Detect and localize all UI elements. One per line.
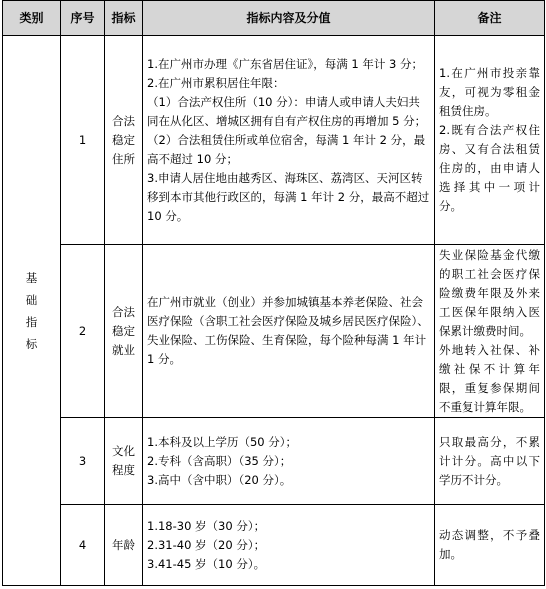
content-cell <box>143 245 435 418</box>
scoring-table <box>2 0 545 586</box>
indicator-line: 合法 <box>112 304 135 319</box>
content-line: 2.专科（含高职）（35 分）； <box>147 453 292 468</box>
header-category: 类别 <box>3 1 61 36</box>
table-row <box>3 36 545 245</box>
indicator-line: 住所 <box>112 151 135 166</box>
header-content: 指标内容及分值 <box>143 1 435 36</box>
indicator-line: 文化 <box>112 444 135 458</box>
indicator-line: 合法 <box>112 113 135 128</box>
remark-line: 失业保险基金代缴的职工社会医疗保险缴费年限及外来工医保年限纳入医保累计缴费时间。 <box>439 247 540 338</box>
content-line: 3.41-45 岁（10 分）。 <box>147 556 266 571</box>
remark-line: 只取最高分，不累计计分。高中以下学历不计分。 <box>439 434 540 487</box>
category-char: 指 <box>25 314 38 329</box>
content-line: 3.申请人居住地由越秀区、海珠区、荔湾区、天河区转移到本市其他行政区的，每满 1 年计 2 分，最高不超过 10 分。 <box>147 170 430 223</box>
header-remark: 备注 <box>435 1 545 36</box>
content-line: 1.18-30 岁（30 分）； <box>147 518 266 533</box>
content-line: 1.本科及以上学历（50 分）； <box>147 434 298 449</box>
content-cell <box>143 505 435 586</box>
content-line: 1.在广州市办理《广东省居住证》，每满 1 年计 3 分； <box>147 56 423 71</box>
indicator-cell <box>105 505 143 586</box>
remark-line: 外地转入社保、补缴社保不计算年限，重复参保期间不重复计算年限。 <box>439 342 540 414</box>
content-line: 2.在广州市累积居住年限： <box>147 75 285 90</box>
indicator-line: 年龄 <box>112 537 135 552</box>
category-char: 础 <box>25 292 38 307</box>
table-row <box>3 505 545 586</box>
content-line: （1）合法产权住所（10 分）：申请人或申请人夫妇共同在从化区、增城区拥有自有产权住房的再增加 5 分； <box>147 94 427 128</box>
remark-line: 动态调整，不予叠加。 <box>439 528 540 561</box>
row-number: 1 <box>61 36 105 245</box>
indicator-cell <box>105 245 143 418</box>
category-char: 标 <box>25 336 38 351</box>
content-cell <box>143 418 435 505</box>
remark-cell <box>435 245 545 418</box>
indicator-cell <box>105 36 143 245</box>
indicator-cell <box>105 418 143 505</box>
row-number: 2 <box>61 245 105 418</box>
row-number: 4 <box>61 505 105 586</box>
remark-line: 1.在广州市投亲靠友，可视为零租金租赁住房。 <box>439 66 540 118</box>
category-char: 基 <box>25 270 38 285</box>
indicator-line: 程度 <box>112 463 135 477</box>
content-cell <box>143 36 435 245</box>
content-line: （2）合法租赁住所或单位宿舍，每满 1 年计 2 分，最高不超过 10 分； <box>147 132 426 166</box>
table-row <box>3 418 545 505</box>
table-header-row <box>3 1 545 36</box>
content-line: 2.31-40 岁（20 分）； <box>147 537 266 552</box>
indicator-line: 稳定 <box>112 132 135 147</box>
table-row <box>3 245 545 418</box>
indicator-line: 就业 <box>112 342 135 357</box>
indicator-line: 稳定 <box>112 323 135 338</box>
remark-cell <box>435 36 545 245</box>
row-number: 3 <box>61 418 105 505</box>
remark-cell <box>435 505 545 586</box>
category-cell <box>3 36 61 586</box>
content-line: 3.高中（含中职）（20 分）。 <box>147 472 292 487</box>
remark-cell <box>435 418 545 505</box>
content-line: 在广州市就业（创业）并参加城镇基本养老保险、社会医疗保险（含职工社会医疗保险及城乡居民医疗保险）、失业保险、工伤保险、生育保险，每个险种每满 1 年计 1 分。 <box>147 295 429 366</box>
remark-line: 2.既有合法产权住房、又有合法租赁住房的，由申请人选择其中一项计分。 <box>439 123 540 213</box>
header-number: 序号 <box>61 1 105 36</box>
header-indicator: 指标 <box>105 1 143 36</box>
